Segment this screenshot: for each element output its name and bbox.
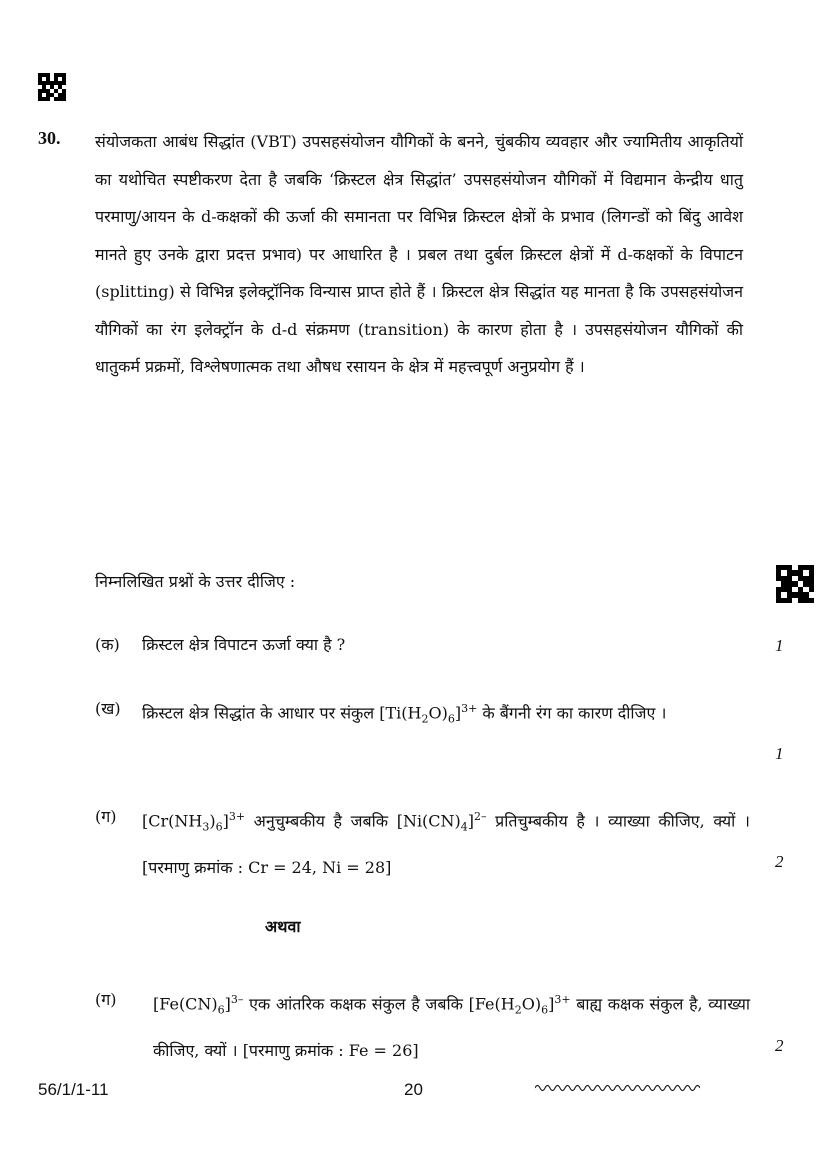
- item-marks: 1: [775, 636, 784, 655]
- item-text: $[Fe(CN)_6]^{3-}$ एक आंतरिक कक्षक संकुल है जबकि $[Fe(H_2O)_6]^{3+}$ बाह्य कक्षक संकुल है, व्याख्या कीजिए, क्यों । [परमाणु क्रमांक : Fe = 26]: [153, 993, 750, 1060]
- qr-code-icon: [776, 565, 814, 603]
- wavy-line-icon: [535, 1082, 700, 1094]
- item-marks: 2: [775, 1036, 784, 1055]
- item-label: (क): [95, 635, 120, 654]
- item-text: क्रिस्टल क्षेत्र विपाटन ऊर्जा क्या है ?: [142, 635, 346, 654]
- item-marks: 1: [775, 744, 784, 763]
- item-label: (ख): [95, 699, 121, 718]
- question-item: [95, 797, 755, 887]
- item-text: $[Cr(NH_3)_6]^{3+}$ अनुचुम्बकीय है जबकि $[Ni(CN)_4]^{2-}$ प्रतिचुम्बकीय है । व्याख्या कीजिए, क्यों । [परमाणु क्रमांक : Cr = 24, Ni = 28]: [142, 810, 750, 877]
- question-item: [95, 689, 755, 779]
- item-marks: 2: [775, 852, 784, 871]
- qr-code-icon: [38, 73, 66, 101]
- or-label: अथवा: [265, 917, 301, 936]
- instruction: निम्नलिखित प्रश्नों के उत्तर दीजिए :: [95, 572, 296, 591]
- question-number: 30.: [38, 128, 61, 148]
- paper-code: 56/1/1-11: [38, 1080, 109, 1099]
- page-number: 20: [404, 1080, 423, 1099]
- item-label: (ग): [95, 990, 117, 1009]
- passage: संयोजकता आबंध सिद्धांत (VBT) उपसहसंयोजन यौगिकों के बनने, चुंबकीय व्यवहार और ज्यामितीय आकृतियों का यथोचित स्पष्टीकरण देता है जबकि ‘क्रिस्टल क्षेत्र सिद्धांत’ उपसहसंयोजन यौगिकों में विद्यमान केन्द्रीय धातु परमाणु/आयन के d-कक्षकों की ऊर्जा की समानता पर विभिन्न क्रिस्टल क्षेत्रों के प्रभाव (लिगन्डों को बिंदु आवेश मानते हुए उनके द्वारा प्रदत्त प्रभाव) पर आधारित है । प्रबल तथा दुर्बल क्रिस्टल क्षेत्रों में d-कक्षकों के विपाटन (splitting) से विभिन्न इलेक्ट्रॉनिक विन्यास प्राप्त होते हैं । क्रिस्टल क्षेत्र सिद्धांत यह मानता है कि उपसहसंयोजन यौगिकों का रंग इलेक्ट्रॉन के d-d संक्रमण (transition) के कारण होता है । उपसहसंयोजन यौगिकों की धातुकर्म प्रक्रमों, विश्लेषणात्मक तथा औषध रसायन के क्षेत्र में महत्त्वपूर्ण अनुप्रयोग हैं ।: [95, 132, 743, 376]
- question-item: [95, 625, 795, 665]
- item-text: क्रिस्टल क्षेत्र सिद्धांत के आधार पर संकुल $[Ti(H_2O)_6]^{3+}$ के बैंगनी रंग का कारण दीजिए ।: [142, 702, 667, 726]
- question-item: [95, 980, 755, 1070]
- item-label: (ग): [95, 807, 117, 826]
